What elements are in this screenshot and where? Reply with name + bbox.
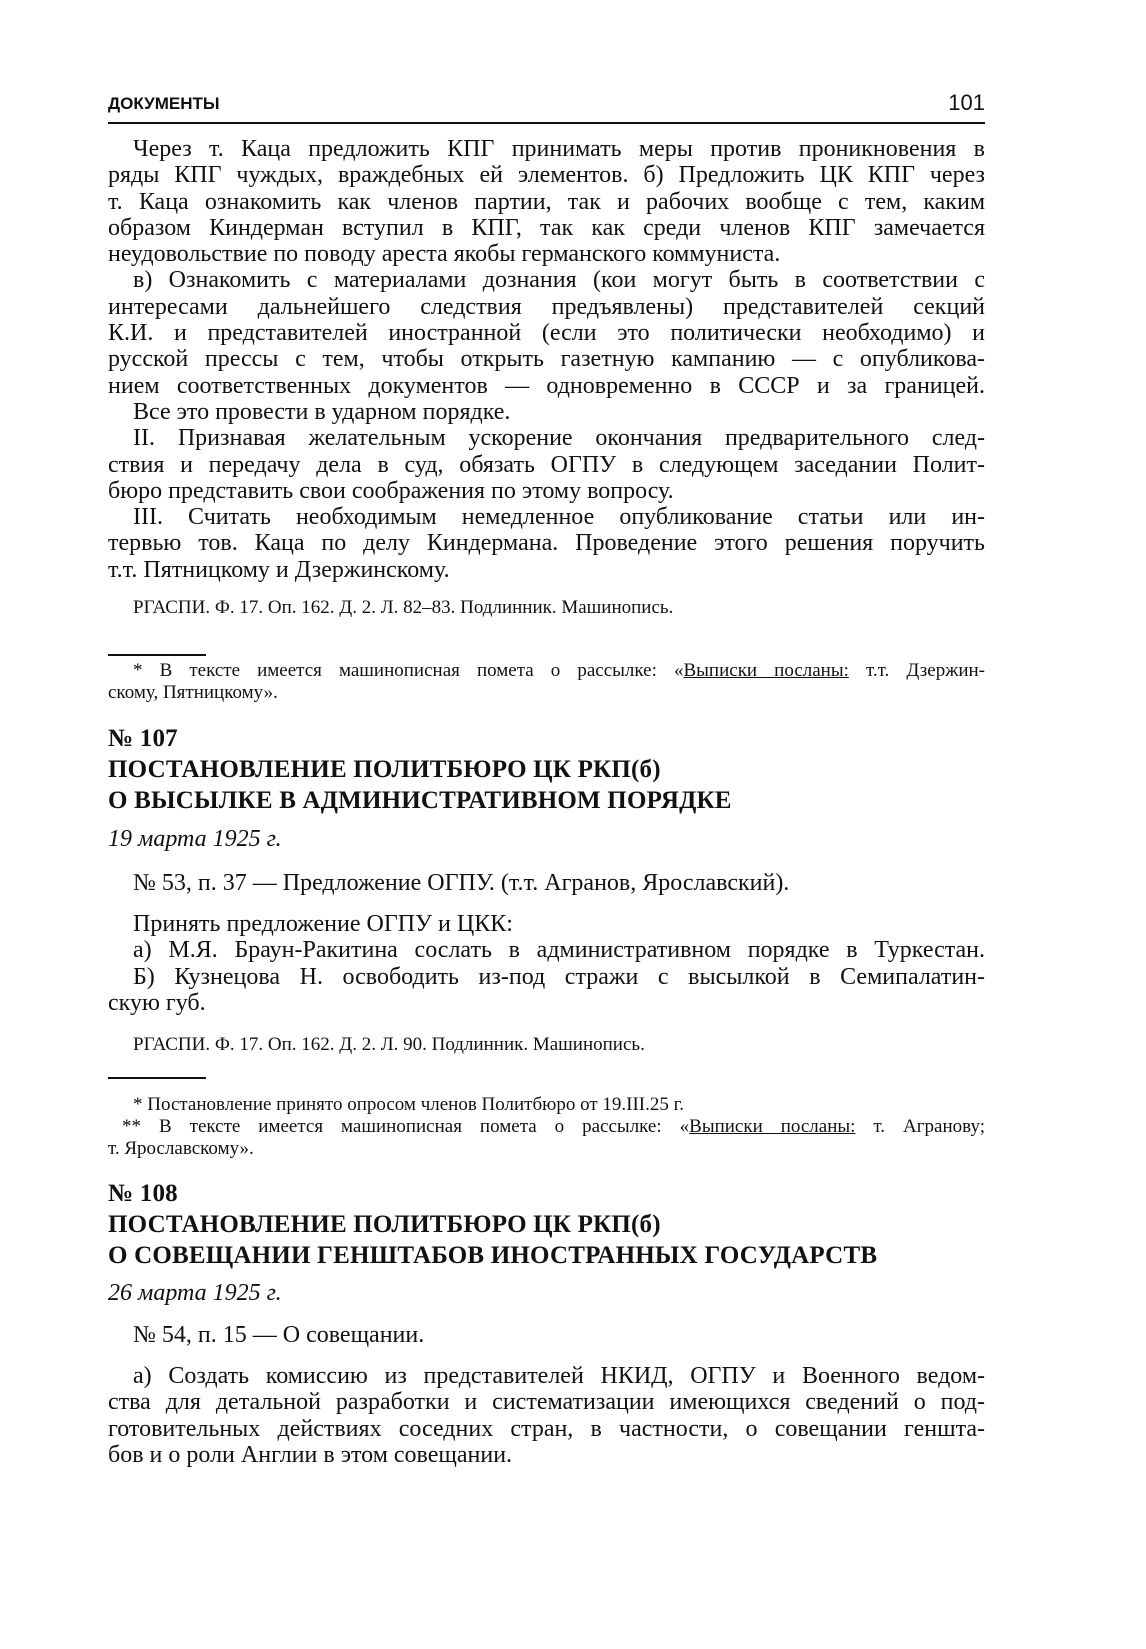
section-title: ДОКУМЕНТЫ (108, 94, 220, 113)
running-header (108, 90, 985, 124)
document-title: ПОСТАНОВЛЕНИЕ ПОЛИТБЮРО ЦК РКП(б) (108, 1211, 661, 1238)
text-line: т. Агранову; (855, 1116, 985, 1137)
text-line: интересами дальнейшего следствия предъявлены) представителей секций (108, 293, 985, 320)
text-line: тервью тов. Каца по делу Киндермана. Проведение этого решения поручить (108, 530, 985, 557)
text-line: * Постановление принято опросом членов Политбюро от 19.III.25 г. (133, 1094, 685, 1115)
protocol-reference: № 53, п. 37 — Предложение ОГПУ. (т.т. Агранов, Ярославский). (133, 870, 790, 896)
document-title: ПОСТАНОВЛЕНИЕ ПОЛИТБЮРО ЦК РКП(б) (108, 756, 661, 783)
text-line: ствия и передачу дела в суд, обязать ОГПУ в следующем заседании Полит- (108, 451, 985, 478)
text-line (108, 1116, 985, 1138)
document-date: 19 марта 1925 г. (108, 826, 282, 852)
text-line: ** В тексте имеется машинописная помета о рассылке: « (122, 1116, 690, 1137)
text-line: * В тексте имеется машинописная помета о рассылке: « (133, 660, 684, 681)
text-line: III. Считать необходимым немедленное опубликование статьи или ин- (133, 504, 985, 531)
text-line: бюро представить свои соображения по этому вопросу. (108, 477, 674, 504)
text-line: II. Признавая желательным ускорение окончания предварительного след- (133, 425, 985, 452)
document-title: О СОВЕЩАНИИ ГЕНШТАБОВ ИНОСТРАННЫХ ГОСУДАРСТВ (108, 1242, 878, 1269)
text-line: готовительных действиях соседних стран, в частности, о совещании геншта- (108, 1415, 985, 1442)
document-number: № 108 (108, 1180, 178, 1207)
protocol-reference: № 54, п. 15 — О совещании. (133, 1322, 425, 1348)
text-line: образом Киндерман вступил в КПГ, так как среди членов КПГ замечается (108, 214, 985, 241)
text-line: нием соответственных документов — одновременно в СССР и за границей. (108, 372, 985, 399)
text-line: Б) Кузнецова Н. освободить из-под стражи с высылкой в Семипалатин- (133, 963, 985, 990)
text-line: Принять предложение ОГПУ и ЦКК: (133, 911, 513, 937)
page-number: 101 (948, 90, 985, 115)
text-line: К.И. и представителей иностранной (если это политически необходимо) и (108, 320, 985, 347)
archive-source: РГАСПИ. Ф. 17. Оп. 162. Д. 2. Л. 82–83. Подлинник. Машинопись. (133, 597, 674, 618)
doc107-body (108, 911, 985, 1016)
archive-source: РГАСПИ. Ф. 17. Оп. 162. Д. 2. Л. 90. Подлинник. Машинопись. (133, 1034, 645, 1055)
footnote (108, 660, 985, 704)
text-line: русской прессы с тем, чтобы открыть газетную кампанию — с опубликова- (108, 346, 985, 373)
text-line: в) Ознакомить с материалами дознания (кои могут быть в соответствии с (133, 267, 985, 294)
text-line: неудовольствие по поводу ареста якобы германского коммуниста. (108, 241, 781, 268)
text-line: а) Создать комиссию из представителей НКИД, ОГПУ и Военного ведом- (133, 1363, 985, 1389)
document-date: 26 марта 1925 г. (108, 1280, 282, 1306)
footnote-rule (108, 1077, 206, 1079)
footnotes (108, 1094, 985, 1160)
text-line: скому, Пятницкому». (108, 682, 278, 703)
doc106-body (108, 136, 985, 583)
text-line: а) М.Я. Браун-Ракитина сослать в административном порядке в Туркестан. (133, 937, 985, 964)
text-line: т.т. Дзержин- (848, 660, 985, 681)
text-line: ства для детальной разработки и систематизации имеющихся сведений о под- (108, 1389, 985, 1416)
text-line: Выписки посланы: (689, 1116, 856, 1137)
text-line: т. Каца ознакомить как членов партии, так и рабочих вообще с тем, каким (108, 188, 985, 215)
text-line: т. Ярославскому». (108, 1138, 254, 1159)
text-line: скую губ. (108, 989, 206, 1016)
doc107-heading (108, 723, 985, 816)
document-title: О ВЫСЫЛКЕ В АДМИНИСТРАТИВНОМ ПОРЯДКЕ (108, 787, 732, 814)
doc108-heading (108, 1178, 985, 1271)
text-line: бов и о роли Англии в этом совещании. (108, 1441, 513, 1468)
doc108-body (108, 1363, 985, 1468)
text-line: Через т. Каца предложить КПГ принимать меры против проникновения в (133, 136, 985, 162)
text-line: т.т. Пятницкому и Дзержинскому. (108, 556, 450, 583)
footnote-rule (108, 654, 206, 656)
text-line: ряды КПГ чуждых, враждебных ей элементов. б) Предложить ЦК КПГ через (108, 162, 985, 189)
document-number: № 107 (108, 725, 178, 752)
text-line (108, 660, 985, 682)
text-line: Выписки посланы: (683, 660, 849, 681)
text-line: Все это провести в ударном порядке. (133, 398, 511, 425)
